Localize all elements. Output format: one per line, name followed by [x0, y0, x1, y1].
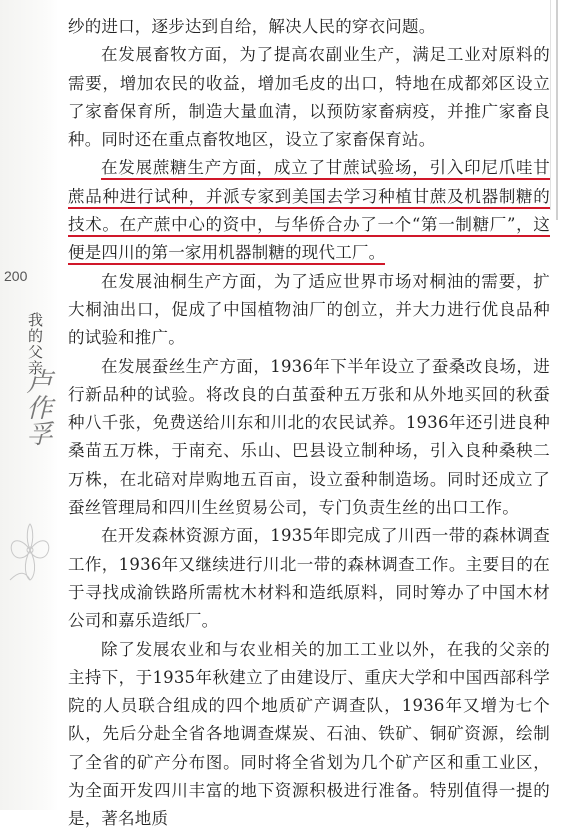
- paragraph: [68, 636, 550, 834]
- paragraph-text: 除了发展农业和与农业相关的加工工业以外，在我的父亲的主持下，于1935年秋建立了由建设厅、重庆大学和中国西部科学院的人员联合组成的四个地质矿产调查队，1936年又增为七个队，先后分赴全省各地调查煤炭、石油、铁矿、铜矿资源，绘制了全省的矿产分布图。同时将全省划为几个矿产区和重工业区，为全面开发四川丰富的地下资源积极进行准备。特别值得一提的是，著名地质: [68, 639, 550, 829]
- paragraph-text: 在发展畜牧方面，为了提高农副业生产，满足工业对原料的需要，增加农民的收益，增加毛皮的出口，特地在成都郊区设立了家畜保育所，制造大量血清，以预防家畜病疫，并推广家畜良种。同时还在重点畜牧地区，设立了家畜保育站。: [68, 45, 550, 150]
- paragraph: [68, 41, 550, 154]
- underlined-text: 在发展蔗糖生产方面，成立了甘蔗试验场，引入印尼爪哇甘蔗品种进行试种，并派专家到美国去学习种植甘蔗及机器制糖的技术。在产蔗中心的资中，与华侨合办了一个“第一制糖厂”，这便是四川的第一家用机器制糖的现代工厂。: [68, 158, 550, 265]
- running-head-name: 卢作孚: [22, 368, 52, 446]
- paragraph: [68, 154, 550, 267]
- page-edge-line-inner: [550, 0, 551, 210]
- page-edge-line: [556, 0, 558, 220]
- paragraph-text: 纱的进口，逐步达到自给，解决人民的穿衣问题。: [68, 17, 436, 36]
- body-text: [68, 13, 550, 834]
- paragraph: [68, 522, 550, 635]
- paragraph-text: 在开发森林资源方面，1935年即完成了川西一带的森林调查工作，1936年又继续进行川北一带的森林调查工作。主要目的在于寻找成渝铁路所需枕木材料和造纸原料，同时筹办了中国木材公司和嘉乐造纸厂。: [68, 526, 550, 631]
- paragraph: [68, 268, 550, 353]
- flower-ornament-icon: [0, 510, 60, 590]
- paragraph-text: 在发展蚕丝生产方面，1936年下半年设立了蚕桑改良场，进行新品种的试验。将改良的白茧蚕种五万张和从外地买回的秋蚕种八千张，免费送给川东和川北的农民试养。1936年还引进良种桑苗五万株，于南充、乐山、巴县设立制种场，引入良种桑秧二万株，在北碚对岸购地五百亩，设立蚕种制造场。同时还成立了蚕丝管理局和四川生丝贸易公司，专门负责生丝的出口工作。: [68, 356, 550, 518]
- paragraph: [68, 353, 550, 523]
- running-head-title: 我的父亲: [26, 312, 44, 376]
- paragraph: [68, 13, 550, 41]
- page-number: 200: [4, 268, 28, 284]
- page-margin: [0, 0, 58, 810]
- paragraph-text: 在发展油桐生产方面，为了适应世界市场对桐油的需要，扩大桐油出口，促成了中国植物油厂的创立，并大力进行优良品种的试验和推广。: [68, 271, 550, 348]
